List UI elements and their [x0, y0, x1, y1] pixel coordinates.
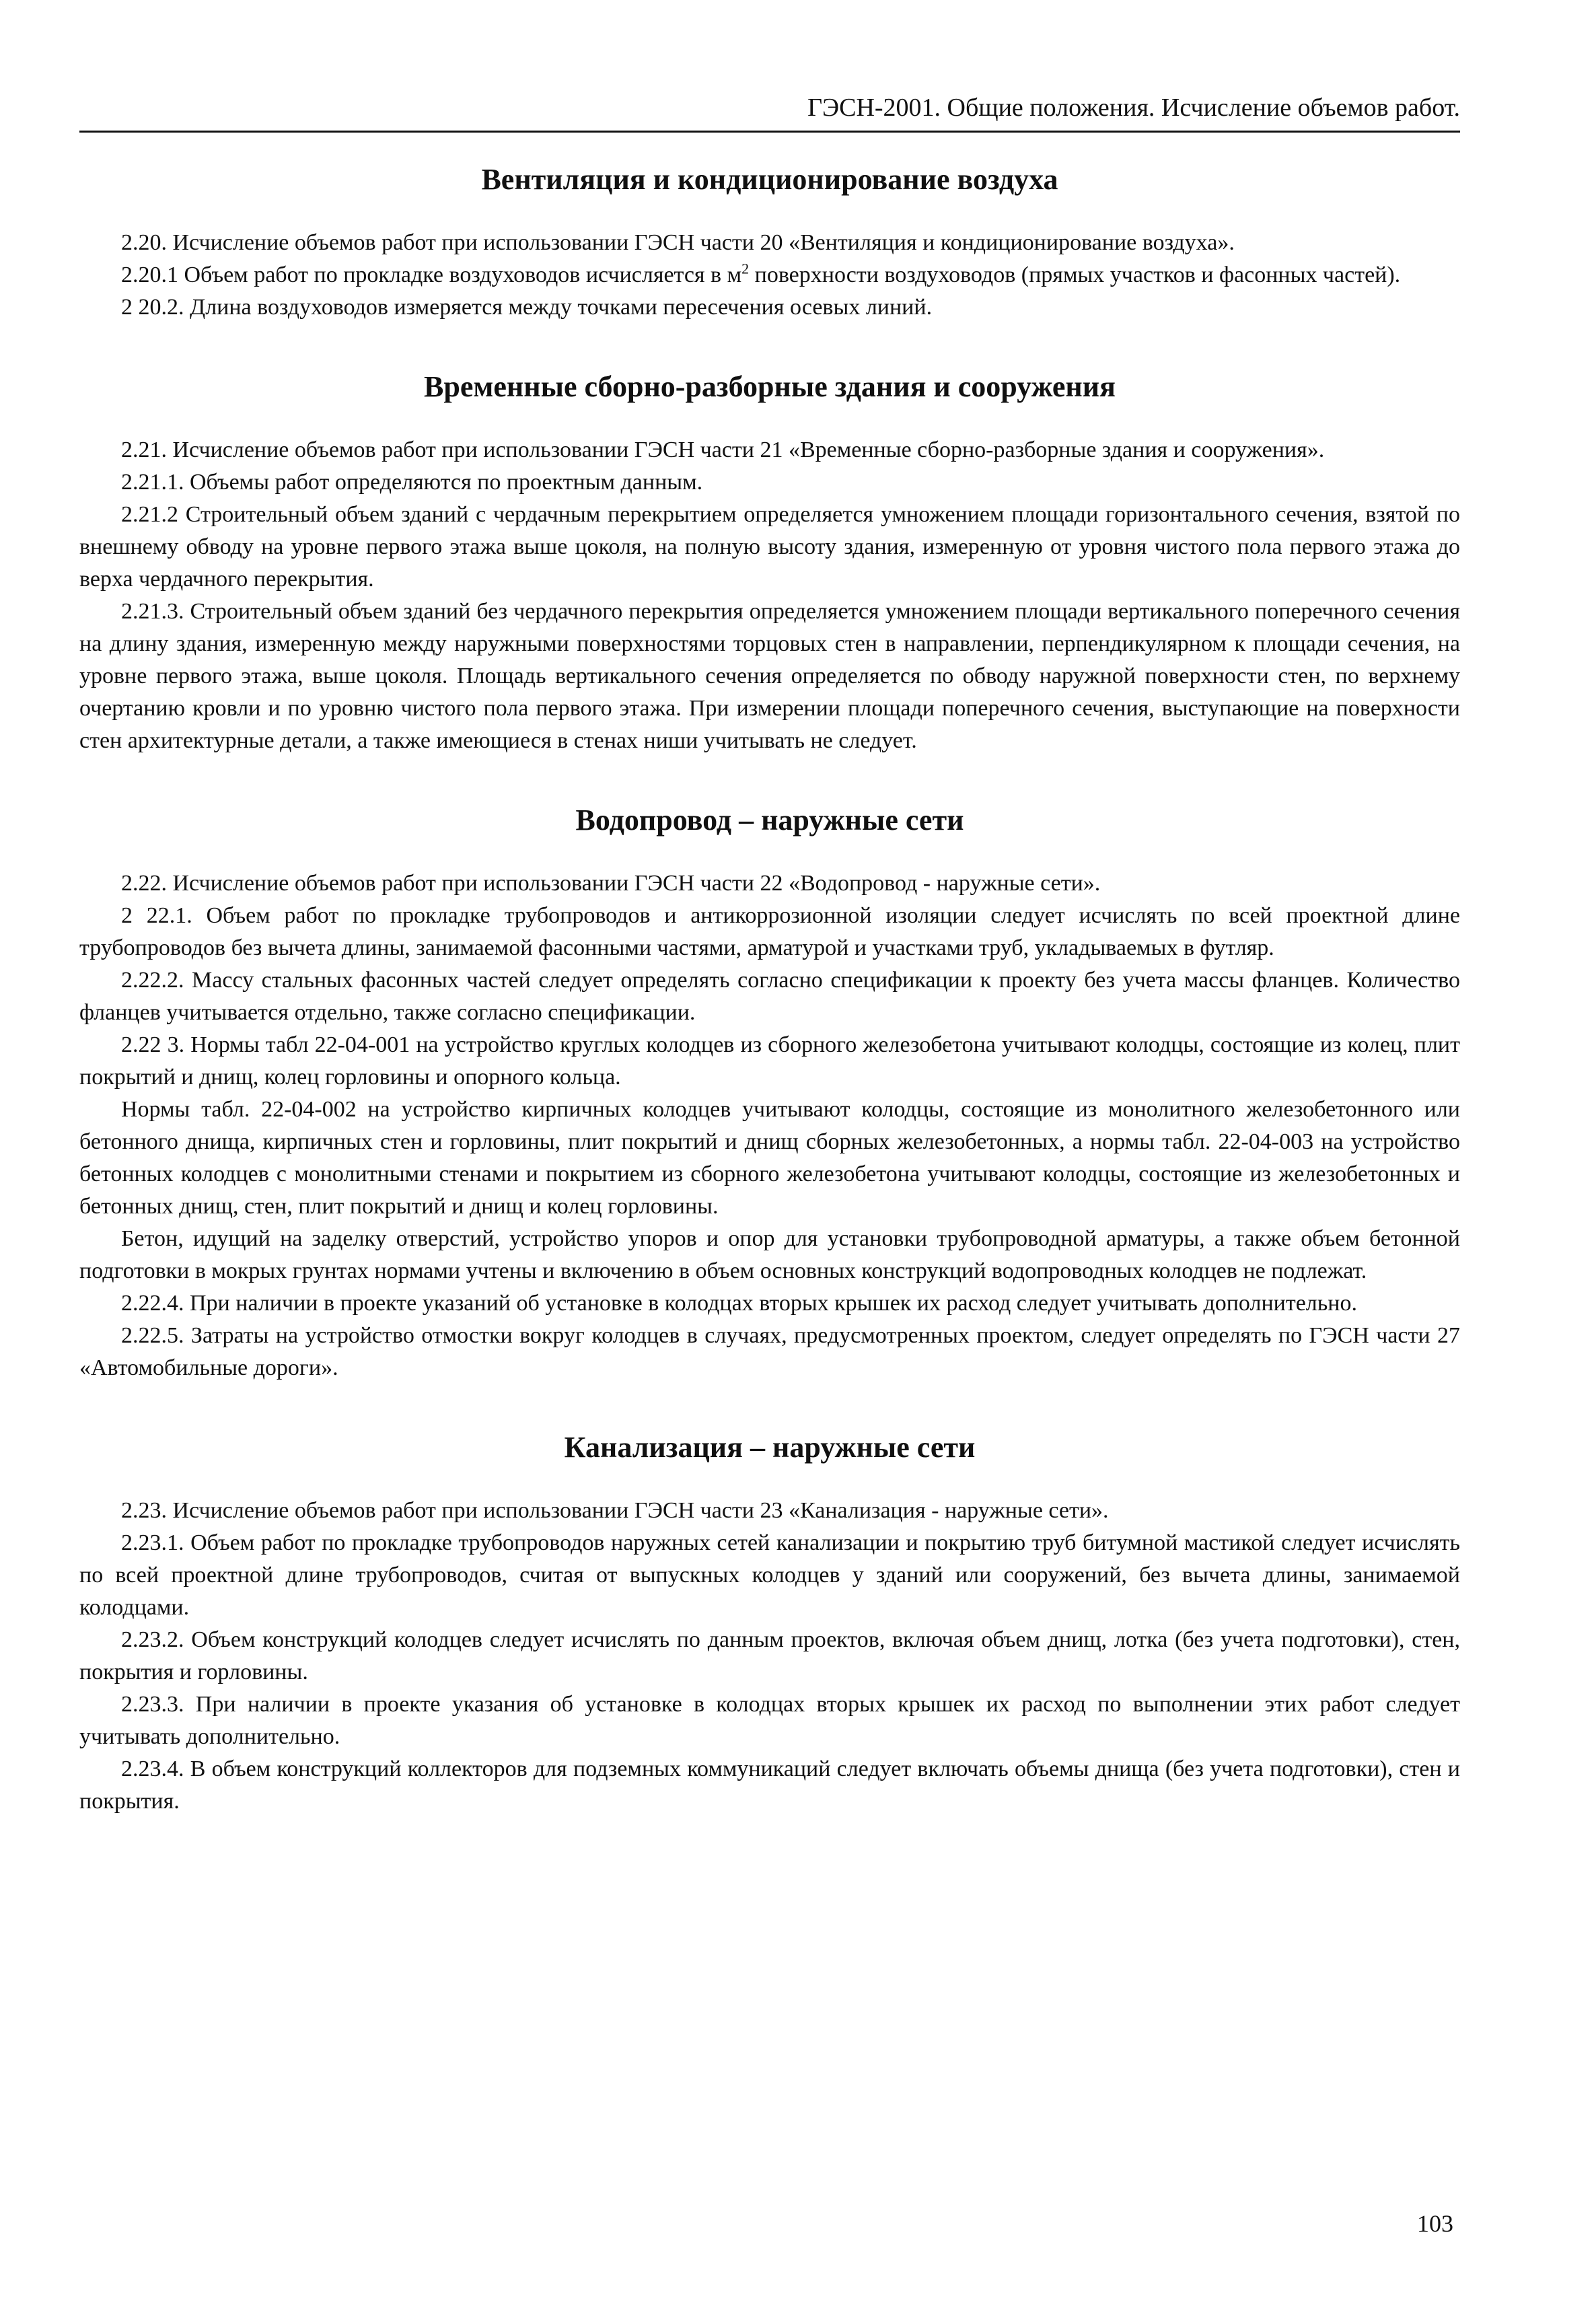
paragraph-2-22-5: 2.22.5. Затраты на устройство отмостки вокруг колодцев в случаях, предусмотренных проектом, следует определять по ГЭСН части 27 «Автомобильные дороги». — [79, 1323, 1460, 1380]
section-temporary-buildings — [79, 367, 1460, 757]
paragraph-2-23-3: 2.23.3. При наличии в проекте указания об установке в колодцах вторых крышек их расход по выполнении этих работ следует учитывать дополнительно. — [79, 1692, 1460, 1749]
page-number: 103 — [1417, 2210, 1453, 2237]
section-title-temporary-buildings: Временные сборно-разборные здания и сооружения — [424, 370, 1116, 403]
paragraph-2-21: 2.21. Исчисление объемов работ при использовании ГЭСН части 21 «Временные сборно-разборные здания и сооружения». — [121, 437, 1325, 462]
section-title-sewerage: Канализация – наружные сети — [564, 1431, 976, 1464]
section-title-water-supply: Водопровод – наружные сети — [575, 804, 964, 837]
paragraph-2-22: 2.22. Исчисление объемов работ при использовании ГЭСН части 22 «Водопровод - наружные сети». — [121, 871, 1101, 896]
paragraph-2-22-3: 2.22 3. Нормы табл 22-04-001 на устройство круглых колодцев из сборного железобетона учитывают колодцы, состоящие из колец, плит покрытий и днищ, колец горловины и опорного кольца. — [79, 1032, 1460, 1090]
running-header: ГЭСН-2001. Общие положения. Исчисление объемов работ. — [79, 87, 1460, 133]
paragraph-norms-22-04-002: Нормы табл. 22-04-002 на устройство кирпичных колодцев учитывают колодцы, состоящие из монолитного железобетонного или бетонного днища, кирпичных стен и горловины, плит покрытий и днищ сборных железобетонных, а нормы табл. 22-04-003 на устройство бетонных колодцев с монолитными стенами и покрытием из сборного железобетона учитывают колодцы, состоящие из железобетонных и бетонных днищ, стен, плит покрытий и днищ и колец горловины. — [79, 1097, 1460, 1219]
paragraph-2-20-1 — [79, 259, 1460, 291]
paragraph-2-23-4: 2.23.4. В объем конструкций коллекторов для подземных коммуникаций следует включать объемы днища (без учета подготовки), стен и покрытия. — [79, 1756, 1460, 1814]
paragraph-2-20-1-text-b: поверхности воздуховодов (прямых участков и фасонных частей). — [749, 262, 1401, 287]
section-water-supply — [79, 800, 1460, 1384]
square-meter-superscript: 2 — [741, 260, 750, 277]
paragraph-2-21-1: 2.21.1. Объемы работ определяются по проектным данным. — [121, 470, 703, 495]
section-title-ventilation: Вентиляция и кондиционирование воздуха — [481, 163, 1058, 196]
paragraph-2-20: 2.20. Исчисление объемов работ при использовании ГЭСН части 20 «Вентиляция и кондиционирование воздуха». — [121, 230, 1235, 255]
paragraph-2-22-4: 2.22.4. При наличии в проекте указаний об установке в колодцах вторых крышек их расход следует учитывать дополнительно. — [121, 1291, 1357, 1316]
section-sewerage — [79, 1427, 1460, 1818]
paragraph-2-23-1: 2.23.1. Объем работ по прокладке трубопроводов наружных сетей канализации и покрытию труб битумной мастикой следует исчислять по всей проектной длине трубопроводов, считая от выпускных колодцев у зданий или сооружений, без вычета длины, занимаемой колодцами. — [79, 1530, 1460, 1620]
section-ventilation — [79, 159, 1460, 324]
paragraph-2-23: 2.23. Исчисление объемов работ при использовании ГЭСН части 23 «Канализация - наружные сети». — [121, 1498, 1109, 1523]
paragraph-2-22-2: 2.22.2. Массу стальных фасонных частей следует определять согласно спецификации к проекту без учета массы фланцев. Количество фланцев учитывается отдельно, также согласно спецификации. — [79, 968, 1460, 1025]
paragraph-2-20-2: 2 20.2. Длина воздуховодов измеряется между точками пересечения осевых линий. — [121, 295, 933, 320]
paragraph-2-21-3: 2.21.3. Строительный объем зданий без чердачного перекрытия определяется умножением площади вертикального поперечного сечения на длину здания, измеренную между наружными поверхностями торцовых стен в направлении, перпендикулярном к площади сечения, на уровне первого этажа, выше цоколя. Площадь вертикального сечения определяется по обводу наружной поверхности стен, по верхнему очертанию кровли и по уровню чистого пола первого этажа. При измерении площади поперечного сечения, выступающие на поверхности стен архитектурные детали, а также имеющиеся в стенах ниши учитывать не следует. — [79, 599, 1460, 753]
paragraph-2-20-1-text-a: 2.20.1 Объем работ по прокладке воздуховодов исчисляется в м — [121, 262, 742, 287]
paragraph-concrete: Бетон, идущий на заделку отверстий, устройство упоров и опор для установки трубопроводной арматуры, а также объем бетонной подготовки в мокрых грунтах нормами учтены и включению в объем основных конструкций водопроводных колодцев не подлежат. — [79, 1226, 1460, 1283]
paragraph-2-22-1: 2 22.1. Объем работ по прокладке трубопроводов и антикоррозионной изоляции следует исчислять по всей проектной длине трубопроводов без вычета длины, занимаемой фасонными частями, арматурой и участками труб, укладываемых в футляр. — [79, 903, 1460, 960]
document-page — [79, 87, 1460, 1818]
paragraph-2-23-2: 2.23.2. Объем конструкций колодцев следует исчислять по данным проектов, включая объем днищ, лотка (без учета подготовки), стен, покрытия и горловины. — [79, 1627, 1460, 1684]
paragraph-2-21-2: 2.21.2 Строительный объем зданий с чердачным перекрытием определяется умножением площади горизонтального сечения, взятой по внешнему обводу на уровне первого этажа выше цоколя, на полную высоту здания, измеренную от уровня чистого пола первого этажа до верха чердачного перекрытия. — [79, 502, 1460, 592]
